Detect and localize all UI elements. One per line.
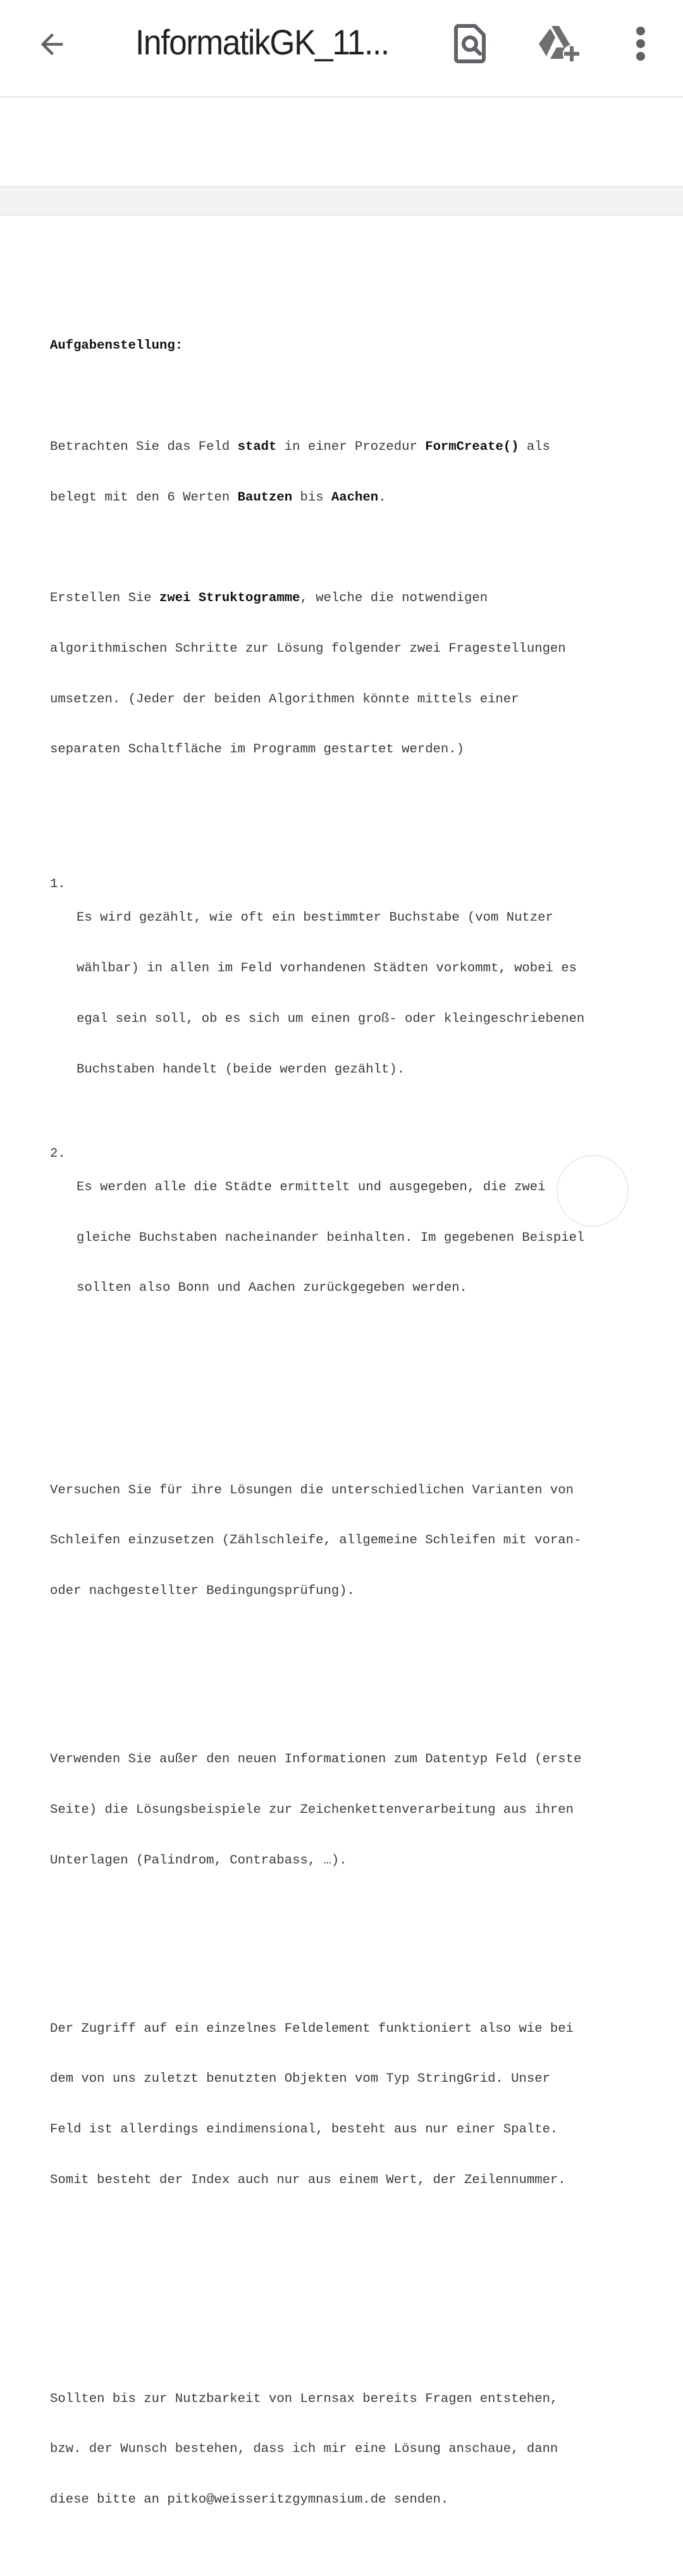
app-bar bbox=[0, 0, 683, 97]
page-separator bbox=[0, 186, 683, 217]
paragraph-task: Erstellen Sie zwei Struktogramme, welche die notwendigen bbox=[50, 591, 488, 606]
previous-page bbox=[0, 97, 683, 186]
more-options-button[interactable] bbox=[618, 22, 663, 66]
paragraph-intro: Betrachten Sie das Feld stadt in einer Prozedur FormCreate() als bbox=[50, 439, 550, 454]
document-page bbox=[0, 216, 683, 2508]
floating-action-button[interactable] bbox=[557, 1155, 629, 1227]
document-text: Aufgabenstellung: Betrachten Sie das Feld stadt in einer Prozedur FormCreate() als belegt mit den 6 Werten Bautzen bis Aachen. Erstellen Sie zwei Struktogramme, welche die notwendigen algorithmischen Schritte zur Lösung folgender zwei Fragestellungen umsetzen. (Jeder der beiden Algorithmen könnte mittels einer separaten Schaltfläche im Programm gestartet werden.) 1. Es wird gezählt, wie oft ein bestimmter Buchstabe (vom Nutzer wählbar) in allen im Feld vorhandenen Städten vorkommt, wobei es egal sein soll, ob es sich um einen groß- oder kleingeschriebenen Buchstaben handelt (beide werden gezählt). 2. Es werden alle die Städte ermittelt und ausgegeben, die zwei gleiche Buchstaben nacheinander beinhalten. Im gegebenen Beispiel sollten also Bonn und Aachen zurückgegeben werden. Versuchen Sie für ihre Lösungen die unterschiedlichen Varianten von Schleifen einzusetzen (Zählschleife, allgemeine Schleifen mit voran- oder nachgestellter Bedingungsprüfung). Verwenden Sie außer den neuen Informationen zum Datentyp Feld (erste Seite) die Lösungsbeispiele zur Zeichenkettenverarbeitung aus ihren Unterlagen (Palindrom, Contrabass, …). Der Zugriff auf ein einzelnes Feldelement funktioniert also wie bei dem von uns zuletzt benutzten Objekten vom Typ StringGrid. Unser Feld ist allerdings eindimensional, besteht aus nur einer Spalte. Somit besteht der Index auch nur aus einem Wert, der Zeilennummer. Sollten bis zur Nutzbarkeit von Lernsax bereits Fragen entstehen, bzw. der Wunsch bestehen, dass ich mir eine Lösung anschaue, dann diese bitte an pitko@weisseritzgymnasium.de senden. bbox=[50, 304, 676, 2576]
file-search-icon bbox=[453, 23, 489, 64]
paragraph-resources: Verwenden Sie außer den neuen Informationen zum Datentyp Feld (erste Seite) die Lösungsbeispiele zur Zeichenkettenverarbeitung aus ihren Unterlagen (Palindrom, Contrabass, …). bbox=[50, 1752, 582, 1868]
find-in-document-button[interactable] bbox=[449, 22, 493, 66]
document-title: InformatikGK_11... bbox=[135, 22, 389, 62]
arrow-back-icon bbox=[35, 28, 68, 61]
paragraph-loops: Versuchen Sie für ihre Lösungen die unterschiedlichen Varianten von Schleifen einzusetzen (Zählschleife, allgemeine Schleifen mit voran- oder nachgestellter Bedingungsprüfung). bbox=[50, 1483, 582, 1599]
more-vert-icon bbox=[634, 25, 647, 63]
list-item: 1. Es wird gezählt, wie oft ein bestimmter Buchstabe (vom Nutzer wählbar) in allen im Feld vorhandenen Städten vorkommt, wobei es egal sein soll, ob es sich um einen groß- oder kleingeschriebenen Buchstaben handelt (beide werden gezählt). bbox=[50, 877, 585, 1077]
list-item: 2. Es werden alle die Städte ermittelt und ausgegeben, die zwei gleiche Buchstaben nacheinander beinhalten. Im gegebenen Beispiel sollten also Bonn und Aachen zurückgegeben werden. bbox=[50, 1146, 585, 1296]
back-button[interactable] bbox=[33, 25, 71, 63]
numbered-list bbox=[50, 843, 676, 1364]
paragraph-access: Der Zugriff auf ein einzelnes Feldelement funktioniert also wie bei dem von uns zuletzt benutzten Objekten vom Typ StringGrid. Unser Feld ist allerdings eindimensional, besteht aus nur einer Spalte. Somit besteht der Index auch nur aus einem Wert, der Zeilennummer. bbox=[50, 2021, 574, 2187]
paragraph-contact: Sollten bis zur Nutzbarkeit von Lernsax bereits Fragen entstehen, bzw. der Wunsch bestehen, dass ich mir eine Lösung anschaue, dann diese bitte an pitko@weisseritzgymnasium.de senden. bbox=[50, 2391, 558, 2508]
heading: Aufgabenstellung: bbox=[50, 339, 183, 354]
add-to-drive-button[interactable] bbox=[538, 22, 582, 66]
drive-add-icon bbox=[538, 23, 582, 64]
